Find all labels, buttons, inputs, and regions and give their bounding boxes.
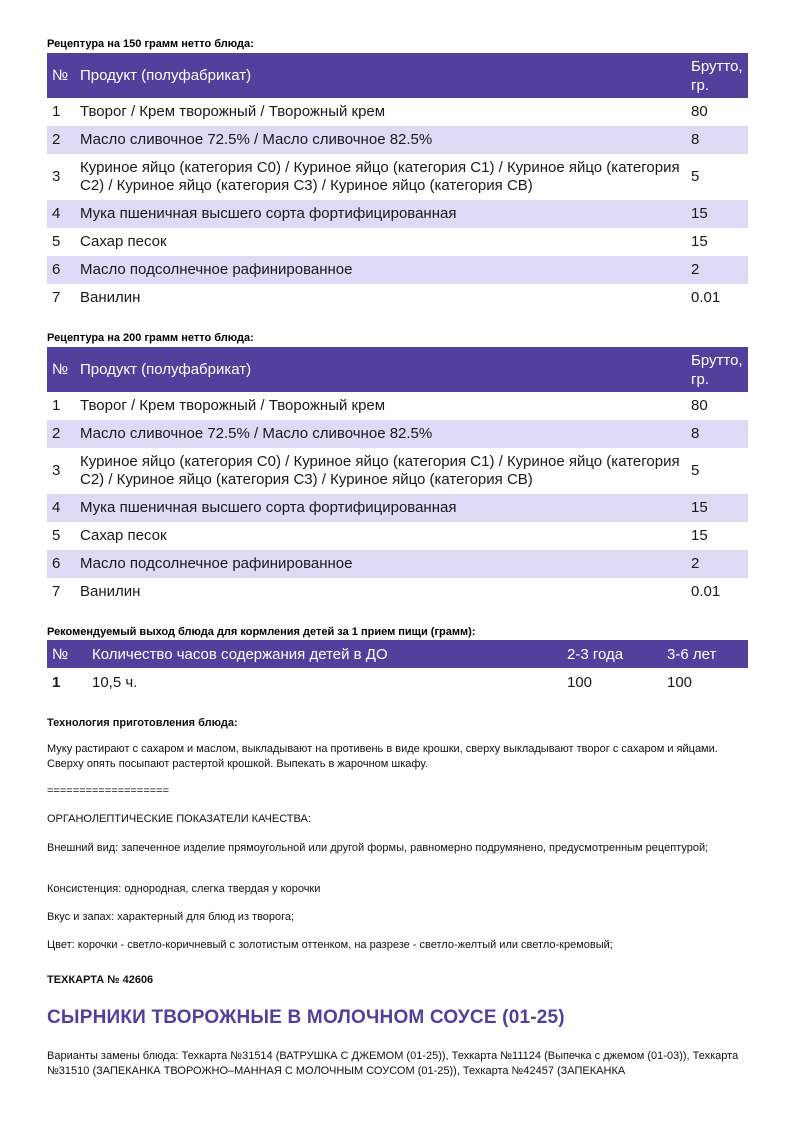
quality-taste: Вкус и запах: характерный для блюд из творога; xyxy=(47,911,295,923)
row-num: 2 xyxy=(52,425,61,442)
recipe-150-table xyxy=(47,53,748,312)
col-gross-header: Брутто, гр. xyxy=(691,351,743,388)
table-row xyxy=(47,228,748,256)
row-age1: 100 xyxy=(567,673,593,691)
row-hours: 10,5 ч. xyxy=(92,673,138,691)
quality-title: ОРГАНОЛЕПТИЧЕСКИЕ ПОКАЗАТЕЛИ КАЧЕСТВА: xyxy=(47,813,311,825)
row-product: Ванилин xyxy=(80,583,141,600)
row-gross: 2 xyxy=(691,261,700,278)
table-row xyxy=(47,392,748,420)
row-product: Масло сливочное 72.5% / Масло сливочное 82.5% xyxy=(80,425,433,442)
technology-text: Муку растирают с сахаром и маслом, выкладывают на противень в виде крошки, сверху выкладывают творог с сахаром и яйцами. Сверху опять посыпают растертой крошкой. Выпекать в жарочном шкафу. xyxy=(47,743,718,770)
col-product-header: Продукт (полуфабрикат) xyxy=(80,361,252,378)
row-gross: 15 xyxy=(691,233,708,250)
row-num: 3 xyxy=(52,168,61,185)
row-product: Масло подсолнечное рафинированное xyxy=(80,555,353,572)
row-product: Мука пшеничная высшего сорта фортифицированная xyxy=(80,499,457,516)
row-num: 6 xyxy=(52,555,61,572)
table-row xyxy=(47,494,748,522)
technology-title: Технология приготовления блюда: xyxy=(47,717,238,729)
row-gross: 8 xyxy=(691,131,700,148)
row-gross: 0.01 xyxy=(691,289,721,306)
yield-table xyxy=(47,640,748,696)
col-hours-header: Количество часов содержания детей в ДО xyxy=(92,645,388,663)
table-header-row xyxy=(47,640,748,668)
row-gross: 5 xyxy=(691,168,700,185)
replacement-variants: Варианты замены блюда: Техкарта №31514 (ВАТРУШКА С ДЖЕМОМ (01-25)), Техкарта №11124 (Выпечка с джемом (01-03)), Техкарта №31510 (ЗАПЕКАНКА ТВОРОЖНО–МАННАЯ С МОЛОЧНЫМ СОУСОМ (01-25)), Техкарта №42457 (ЗАПЕКАНКА xyxy=(47,1050,739,1077)
row-product: Масло сливочное 72.5% / Масло сливочное 82.5% xyxy=(80,131,433,148)
table-row xyxy=(47,550,748,578)
col-num-header: № xyxy=(52,67,69,84)
row-gross: 15 xyxy=(691,205,708,222)
table-row xyxy=(47,200,748,228)
recipe-200-table xyxy=(47,347,748,606)
quality-color: Цвет: корочки - светло-коричневый с золотистым оттенком, на разрезе - светло-желтый или светло-кремовый; xyxy=(47,939,613,951)
row-num: 7 xyxy=(52,289,61,306)
row-product: Творог / Крем творожный / Творожный крем xyxy=(80,103,386,120)
table-row xyxy=(47,256,748,284)
row-product: Мука пшеничная высшего сорта фортифицированная xyxy=(80,205,457,222)
quality-consistency: Консистенция: однородная, слегка твердая у корочки xyxy=(47,883,321,895)
row-num: 1 xyxy=(52,673,61,691)
col-num-header: № xyxy=(52,645,69,663)
row-product: Ванилин xyxy=(80,289,141,306)
table-row xyxy=(47,448,748,494)
row-num: 5 xyxy=(52,527,61,544)
row-product: Масло подсолнечное рафинированное xyxy=(80,261,353,278)
row-num: 4 xyxy=(52,205,61,222)
techcard-number: ТЕХКАРТА № 42606 xyxy=(47,974,154,986)
table-row xyxy=(47,668,748,696)
row-gross: 15 xyxy=(691,499,708,516)
col-num-header: № xyxy=(52,361,69,378)
table-row xyxy=(47,420,748,448)
table-row xyxy=(47,98,748,126)
row-gross: 5 xyxy=(691,462,700,479)
table-row xyxy=(47,578,748,606)
table-row xyxy=(47,522,748,550)
row-gross: 8 xyxy=(691,425,700,442)
row-product: Сахар песок xyxy=(80,233,167,250)
separator: =================== xyxy=(47,785,170,797)
recipe-150-title: Рецептура на 150 грамм нетто блюда: xyxy=(47,38,254,50)
row-age2: 100 xyxy=(667,673,693,691)
row-num: 1 xyxy=(52,397,61,414)
row-product: Сахар песок xyxy=(80,527,167,544)
yield-title: Рекомендуемый выход блюда для кормления детей за 1 прием пищи (грамм): xyxy=(47,626,476,638)
table-row xyxy=(47,126,748,154)
row-num: 7 xyxy=(52,583,61,600)
row-gross: 2 xyxy=(691,555,700,572)
quality-appearance: Внешний вид: запеченное изделие прямоугольной или другой формы, равномерно подрумянено, предусмотренным рецептурой; xyxy=(47,842,709,854)
row-gross: 80 xyxy=(691,103,708,120)
row-num: 5 xyxy=(52,233,61,250)
recipe-200-title: Рецептура на 200 грамм нетто блюда: xyxy=(47,332,254,344)
col-age1-header: 2-3 года xyxy=(567,645,624,663)
col-gross-header: Брутто, гр. xyxy=(691,57,743,94)
table-row xyxy=(47,154,748,200)
row-product: Творог / Крем творожный / Творожный крем xyxy=(80,397,386,414)
row-gross: 0.01 xyxy=(691,583,721,600)
dish-title: СЫРНИКИ ТВОРОЖНЫЕ В МОЛОЧНОМ СОУСЕ (01-25) xyxy=(47,1007,565,1028)
row-num: 3 xyxy=(52,462,61,479)
row-num: 4 xyxy=(52,499,61,516)
row-num: 6 xyxy=(52,261,61,278)
row-product: Куриное яйцо (категория С0) / Куриное яйцо (категория С1) / Куриное яйцо (категория С2) / Куриное яйцо (категория С3) / Куриное яйцо (категория СВ) xyxy=(80,453,680,488)
table-header-row xyxy=(47,347,748,392)
col-product-header: Продукт (полуфабрикат) xyxy=(80,67,252,84)
row-gross: 15 xyxy=(691,527,708,544)
row-num: 1 xyxy=(52,103,61,120)
row-num: 2 xyxy=(52,131,61,148)
col-age2-header: 3-6 лет xyxy=(667,645,717,663)
row-gross: 80 xyxy=(691,397,708,414)
table-row xyxy=(47,284,748,312)
row-product: Куриное яйцо (категория С0) / Куриное яйцо (категория С1) / Куриное яйцо (категория С2) / Куриное яйцо (категория С3) / Куриное яйцо (категория СВ) xyxy=(80,159,680,194)
table-header-row xyxy=(47,53,748,98)
